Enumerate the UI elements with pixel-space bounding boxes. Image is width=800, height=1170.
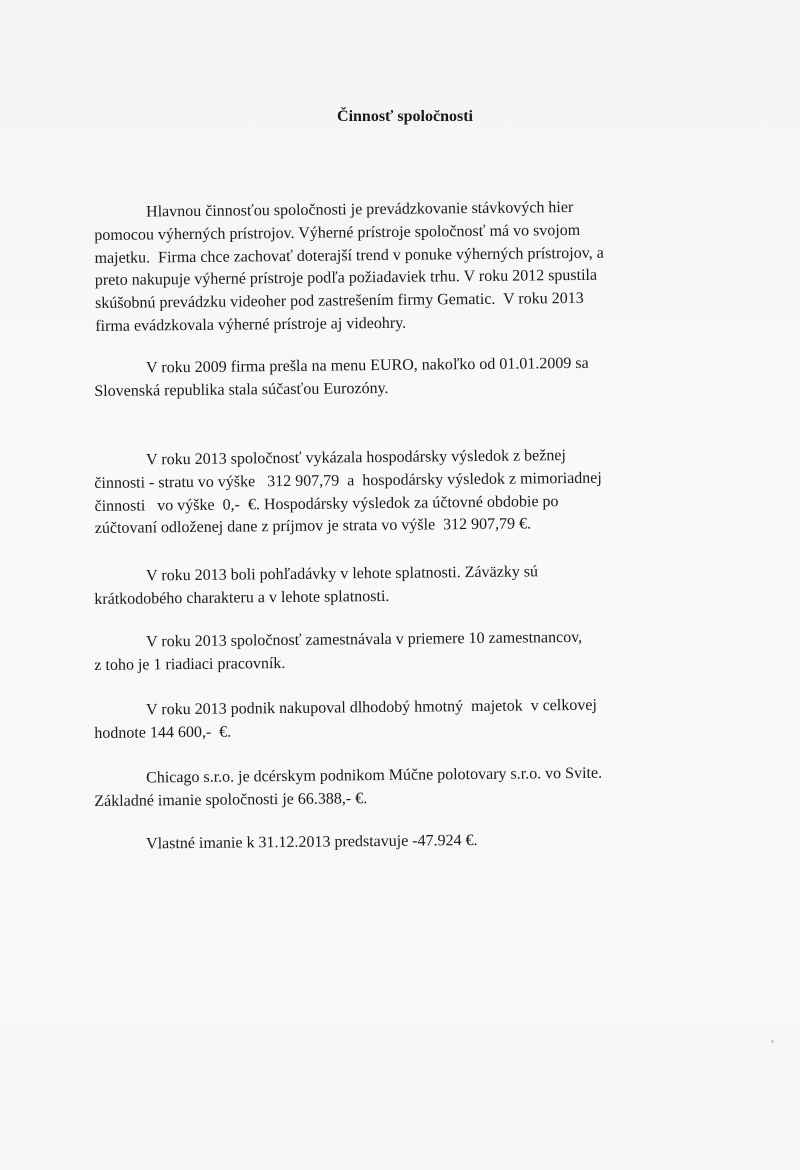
paragraph-employees	[94, 625, 734, 677]
text-line: V roku 2009 firma prešla na menu EURO, nakoľko od 01.01.2009 sa	[146, 354, 589, 377]
scan-speck	[771, 1040, 774, 1043]
text-line: pomocou výherných prístrojov. Výherné prístroje spoločnosť má vo svojom	[94, 221, 581, 244]
paragraph-assets	[94, 693, 734, 745]
paragraph-subsidiary	[94, 761, 734, 813]
text-line: Základné imanie spoločnosti je 66.388,- €.	[94, 789, 368, 810]
text-line: Slovenská republika stala súčasťou Eurozóny.	[94, 379, 389, 400]
text-line: majetku. Firma chce zachovať doterajší trend v ponuke výherných prístrojov, a	[94, 244, 604, 267]
text-line: firma evádzkovala výherné prístroje aj videohry.	[95, 314, 407, 335]
text-line: činnosti - stratu vo výške 312 907,79 a hospodársky výsledok z mimoriadnej	[94, 469, 602, 492]
text-line: Chicago s.r.o. je dcérskym podnikom Múčne polotovary s.r.o. vo Svite.	[146, 764, 603, 787]
paragraph-economic-result	[94, 443, 735, 541]
document-title: Činnosť spoločnosti	[337, 108, 473, 125]
text-line: V roku 2013 spoločnosť vykázala hospodársky výsledok z bežnej	[146, 447, 566, 469]
text-line: V roku 2013 boli pohľadávky v lehote splatnosti. Záväzky sú	[146, 563, 539, 585]
text-line: skúšobnú prevádzku videoher pod zastrešením firmy Gematic. V roku 2013	[94, 290, 584, 313]
text-line: V roku 2013 podnik nakupoval dlhodobý hmotný majetok v celkovej	[146, 696, 597, 719]
paragraph-receivables	[94, 559, 734, 611]
text-line: hodnote 144 600,- €.	[94, 723, 232, 742]
paragraph-main-activity	[94, 195, 735, 338]
text-line: preto nakupuje výherné prístroje podľa požiadaviek trhu. V roku 2012 spustila	[94, 267, 598, 290]
paragraph-euro	[94, 351, 734, 403]
text-line: krátkodobého charakteru a v lehote splatnosti.	[94, 587, 390, 608]
text-line: V roku 2013 spoločnosť zamestnávala v priemere 10 zamestnancov,	[146, 628, 583, 651]
text-line: činnosti vo výške 0,- €. Hospodársky výsledok za účtovné obdobie po	[94, 492, 559, 515]
text-line: Hlavnou činnosťou spoločnosti je prevádzkovanie stávkových hier	[146, 198, 574, 221]
text-line: Vlastné imanie k 31.12.2013 predstavuje -47.924 €.	[146, 831, 478, 853]
text-line: zúčtovaní odloženej dane z príjmov je strata vo výšle 312 907,79 €.	[94, 515, 532, 538]
paragraph-equity	[94, 827, 734, 856]
text-line: z toho je 1 riadiaci pracovník.	[94, 654, 286, 674]
